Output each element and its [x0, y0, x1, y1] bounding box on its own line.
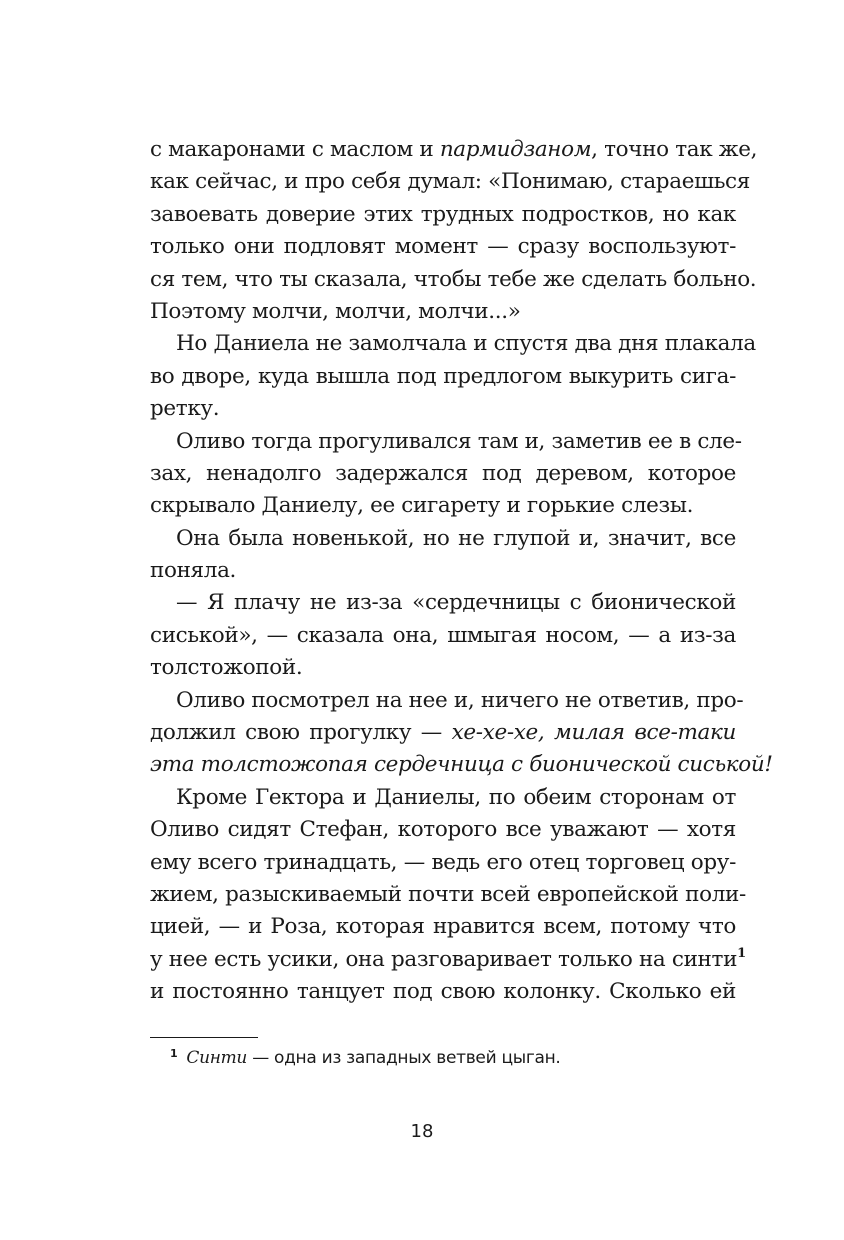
body-line: ся тем, что ты сказала, чтобы тебе же сделать больно. [150, 266, 757, 292]
body-line: ему всего тринадцать, — ведь его отец торговец ору- [150, 849, 736, 875]
body-line: только они подловят момент — сразу воспользуют- [150, 234, 736, 260]
footnote [170, 1042, 561, 1070]
body-line: Поэтому молчи, молчи, молчи...» [150, 298, 521, 324]
footnote-reference[interactable]: 1 [737, 945, 746, 961]
body-line: сиськой», — сказала она, шмыгая носом, — а из-за [150, 622, 736, 648]
body-line: жием, разыскиваемый почти всей европейской поли- [150, 881, 746, 907]
body-line: зах, ненадолго задержался под деревом, которое [150, 460, 736, 486]
body-line: Кроме Гектора и Даниелы, по обеим сторонам от [176, 784, 736, 810]
footnote-number: 1 [170, 1047, 178, 1060]
body-line [150, 944, 746, 976]
page-number: 18 [410, 1121, 434, 1142]
body-line [150, 134, 758, 166]
body-line: во дворе, куда вышла под предлогом выкурить сига- [150, 363, 736, 389]
body-line: Оливо сидят Стефан, которого все уважают — хотя [150, 817, 736, 843]
body-line: как сейчас, и про себя думал: «Понимаю, стараешься [150, 169, 750, 195]
body-line: Оливо тогда прогуливался там и, заметив ее в сле- [176, 428, 742, 454]
text-run: , точно так же, [591, 137, 758, 162]
body-line: Она была новенькой, но не глупой и, значит, все [176, 525, 736, 551]
body-line: скрывало Даниелу, ее сигарету и горькие слезы. [150, 493, 694, 519]
body-line: Но Даниела не замолчала и спустя два дня плакала [176, 331, 756, 357]
body-line: толстожопой. [150, 655, 303, 681]
footnote-text: — одна из западных ветвей цыган. [247, 1048, 561, 1068]
italic-term: пармидзаном [439, 137, 592, 162]
body-line: и постоянно танцует под свою колонку. Сколько ей [150, 979, 736, 1005]
italic-phrase: хе-хе-хе, милая все-таки [451, 720, 736, 746]
body-line: эта толстожопая сердечница с бионической сиськой! [150, 752, 773, 778]
body-line: Оливо посмотрел на нее и, ничего не ответив, про- [176, 687, 744, 713]
body-line: цией, — и Роза, которая нравится всем, потому что [150, 914, 736, 940]
body-line: завоевать доверие этих трудных подростков, но как [150, 201, 736, 227]
text-run: у нее есть усики, она разговаривает только на синти [150, 946, 738, 972]
text-run: должил свою прогулку — [150, 720, 452, 746]
body-line [150, 717, 736, 749]
footnote-term: Синти [186, 1048, 248, 1068]
body-line: — Я плачу не из-за «сердечницы с бионической [176, 590, 736, 616]
text-run: с макаронами с маслом и [150, 137, 440, 162]
body-text [150, 134, 773, 1009]
body-line: поняла. [150, 558, 237, 584]
footnote-divider [150, 1037, 258, 1038]
body-line: ретку. [150, 396, 220, 422]
